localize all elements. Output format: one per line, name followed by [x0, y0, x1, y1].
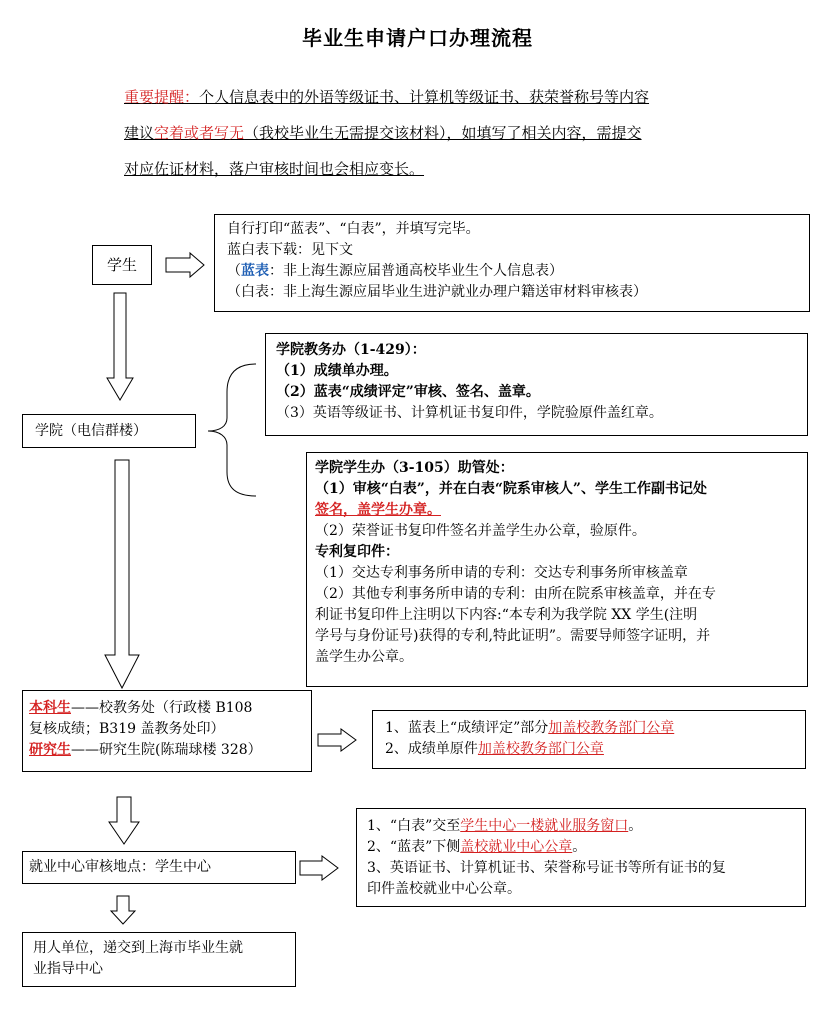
arrow-down-icon [105, 460, 139, 688]
employment-step1-red: 学生中心一楼就业服务窗口 [460, 818, 629, 834]
page-title: 毕业生申请户口办理流程 [302, 26, 533, 50]
school-steps-box [372, 710, 806, 769]
arrow-right-icon [166, 253, 204, 277]
employment-step3-l2: 印件盖校就业中心公章。 [367, 881, 521, 897]
employment-step2: 2、“蓝表”下侧 [367, 839, 461, 855]
arrow-down-icon [107, 293, 133, 400]
notice-label: 重要提醒： [124, 88, 200, 106]
undergrad-text: ——校教务处（行政楼 B108 [71, 700, 253, 716]
student-info-line3: （蓝表：非上海生源应届普通高校毕业生个人信息表） [227, 263, 563, 279]
patent-title: 专利复印件： [315, 544, 399, 560]
academic-office-item1: （1）成绩单办理。 [276, 363, 398, 379]
arrow-right-icon [300, 856, 338, 880]
notice-line3: 对应佐证材料，落户审核时间也会相应变长。 [124, 160, 425, 178]
arrow-right-icon [318, 729, 356, 751]
student-office-title: 学院学生办（3-105）助管处： [315, 460, 514, 476]
academic-office-title: 学院教务办（1-429）： [276, 342, 426, 358]
notice-line2-b: （我校毕业生无需提交该材料），如填写了相关内容，需提交 [244, 124, 642, 142]
notice-line2-red: 空着或者写无 [154, 124, 245, 142]
patent-item2-l4: 盖学生办公章。 [315, 649, 413, 665]
student-office-box [306, 452, 808, 687]
patent-item2-l1: （2）其他专利事务所申请的专利：由所在院系审核盖章，并在专 [315, 586, 716, 602]
employment-center-box: 就业中心审核地点：学生中心 [22, 851, 296, 884]
employment-step3-l1: 3、英语证书、计算机证书、荣誉称号证书等所有证书的复 [367, 860, 726, 876]
employment-step1: 1、“白表”交至 [367, 818, 461, 834]
undergrad-text-l2: 复核成绩；B319 盖教务处印） [29, 721, 225, 737]
grad-label: 研究生 [29, 742, 71, 758]
student-office-item1: （1）审核“白表”，并在白表“院系审核人”、学生工作副书记处 [315, 481, 707, 497]
employment-steps-box: 1、“白表”交至学生中心一楼就业服务窗口。 2、“蓝表”下侧盖校就业中心公章。 3、英语证书、计算机证书、荣誉称号证书等所有证书的复 印件盖校就业中心公章。 [356, 808, 806, 907]
blue-form-label: 蓝表 [241, 263, 269, 279]
academic-office-item2: （2）蓝表“成绩评定”审核、签名、盖章。 [276, 384, 540, 400]
employer-box [22, 932, 296, 987]
school-step1: 1、蓝表上“成绩评定”部分 [385, 720, 549, 736]
notice-line2-a: 建议 [124, 124, 155, 142]
arrow-down-icon [111, 896, 135, 924]
arrow-down-icon [109, 797, 139, 844]
college-box: 学院（电信群楼） [22, 414, 196, 448]
academic-office-item3: （3）英语等级证书、计算机证书复印件，学院验原件盖红章。 [276, 405, 663, 421]
school-step2: 2、成绩单原件 [385, 741, 478, 757]
employment-step2-red: 盖校就业中心公章 [460, 839, 573, 855]
curly-brace-icon [208, 364, 256, 496]
academic-office-box [265, 333, 808, 436]
patent-item1: （1）交达专利事务所申请的专利：交达专利事务所审核盖章 [315, 565, 688, 581]
undergrad-label: 本科生 [29, 700, 71, 716]
employer-line2: 业指导中心 [33, 961, 103, 977]
employer-line1: 用人单位，递交到上海市毕业生就 [33, 940, 243, 956]
student-box: 学生 [92, 245, 152, 285]
student-office-item2: （2）荣誉证书复印件签名并盖学生办公章，验原件。 [315, 523, 646, 539]
student-office-item1-red: 签名，盖学生办章。 [315, 502, 441, 518]
school-step1-red: 加盖校教务部门公章 [548, 720, 675, 736]
patent-item2-l2: 利证书复印件上注明以下内容:“本专利为我学院 XX 学生(注明 [315, 607, 698, 623]
student-info-line2: 蓝白表下载：见下文 [227, 242, 353, 258]
school-step2-red: 加盖校教务部门公章 [477, 741, 604, 757]
student-info-line1: 自行打印“蓝表”、“白表”，并填写完毕。 [227, 221, 480, 237]
school-box [22, 690, 312, 772]
patent-item2-l3: 学号与身份证号)获得的专利,特此证明”。需要导师签字证明，并 [315, 628, 711, 644]
grad-text: ——研究生院(陈瑞球楼 328） [71, 742, 262, 758]
student-info-box [214, 214, 810, 312]
student-info-line4: （白表：非上海生源应届毕业生进沪就业办理户籍送审材料审核表） [227, 284, 647, 300]
notice-line1: 个人信息表中的外语等级证书、计算机等级证书、获荣誉称号等内容 [199, 88, 650, 106]
